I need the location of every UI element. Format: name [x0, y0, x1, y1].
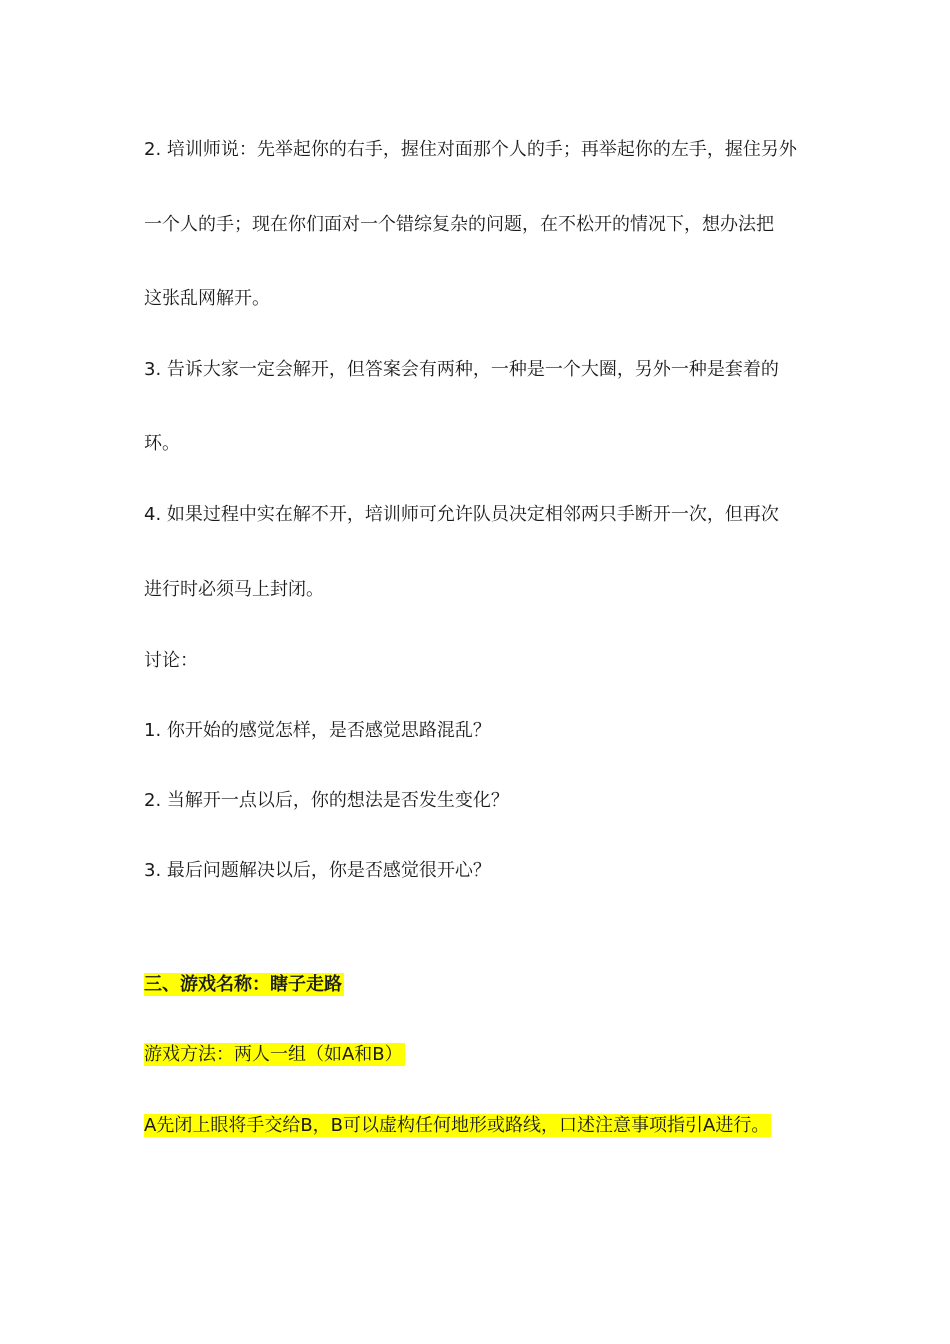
instruction-line — [144, 1114, 771, 1138]
discussion-heading: 讨论： — [144, 650, 198, 671]
paragraph-line: 进行时必须马上封闭。 — [144, 579, 324, 600]
method-line — [144, 1043, 405, 1067]
paragraph-line: 这张乱网解开。 — [144, 288, 270, 309]
discussion-item: 3. 最后问题解决以后，你是否感觉很开心？ — [144, 860, 491, 881]
paragraph-line: 一个人的手；现在你们面对一个错综复杂的问题，在不松开的情况下，想办法把 — [144, 214, 774, 235]
paragraph-line: 3. 告诉大家一定会解开，但答案会有两种，一种是一个大圈，另外一种是套着的 — [144, 359, 779, 380]
paragraph-line: 2. 培训师说：先举起你的右手，握住对面那个人的手；再举起你的左手，握住另外 — [144, 139, 797, 160]
paragraph-line: 4. 如果过程中实在解不开，培训师可允许队员决定相邻两只手断开一次，但再次 — [144, 504, 779, 525]
section-title: 三、游戏名称：瞎子走路 — [144, 974, 342, 995]
discussion-item: 1. 你开始的感觉怎样，是否感觉思路混乱？ — [144, 720, 491, 741]
paragraph-line: 环。 — [144, 433, 180, 454]
discussion-item: 2. 当解开一点以后，你的想法是否发生变化？ — [144, 790, 509, 811]
section-title-line — [144, 973, 344, 997]
game-method: 游戏方法：两人一组（如A和B） — [144, 1044, 403, 1065]
game-instruction: A先闭上眼将手交给B，B可以虚构任何地形或路线，口述注意事项指引A进行。 — [144, 1115, 770, 1136]
